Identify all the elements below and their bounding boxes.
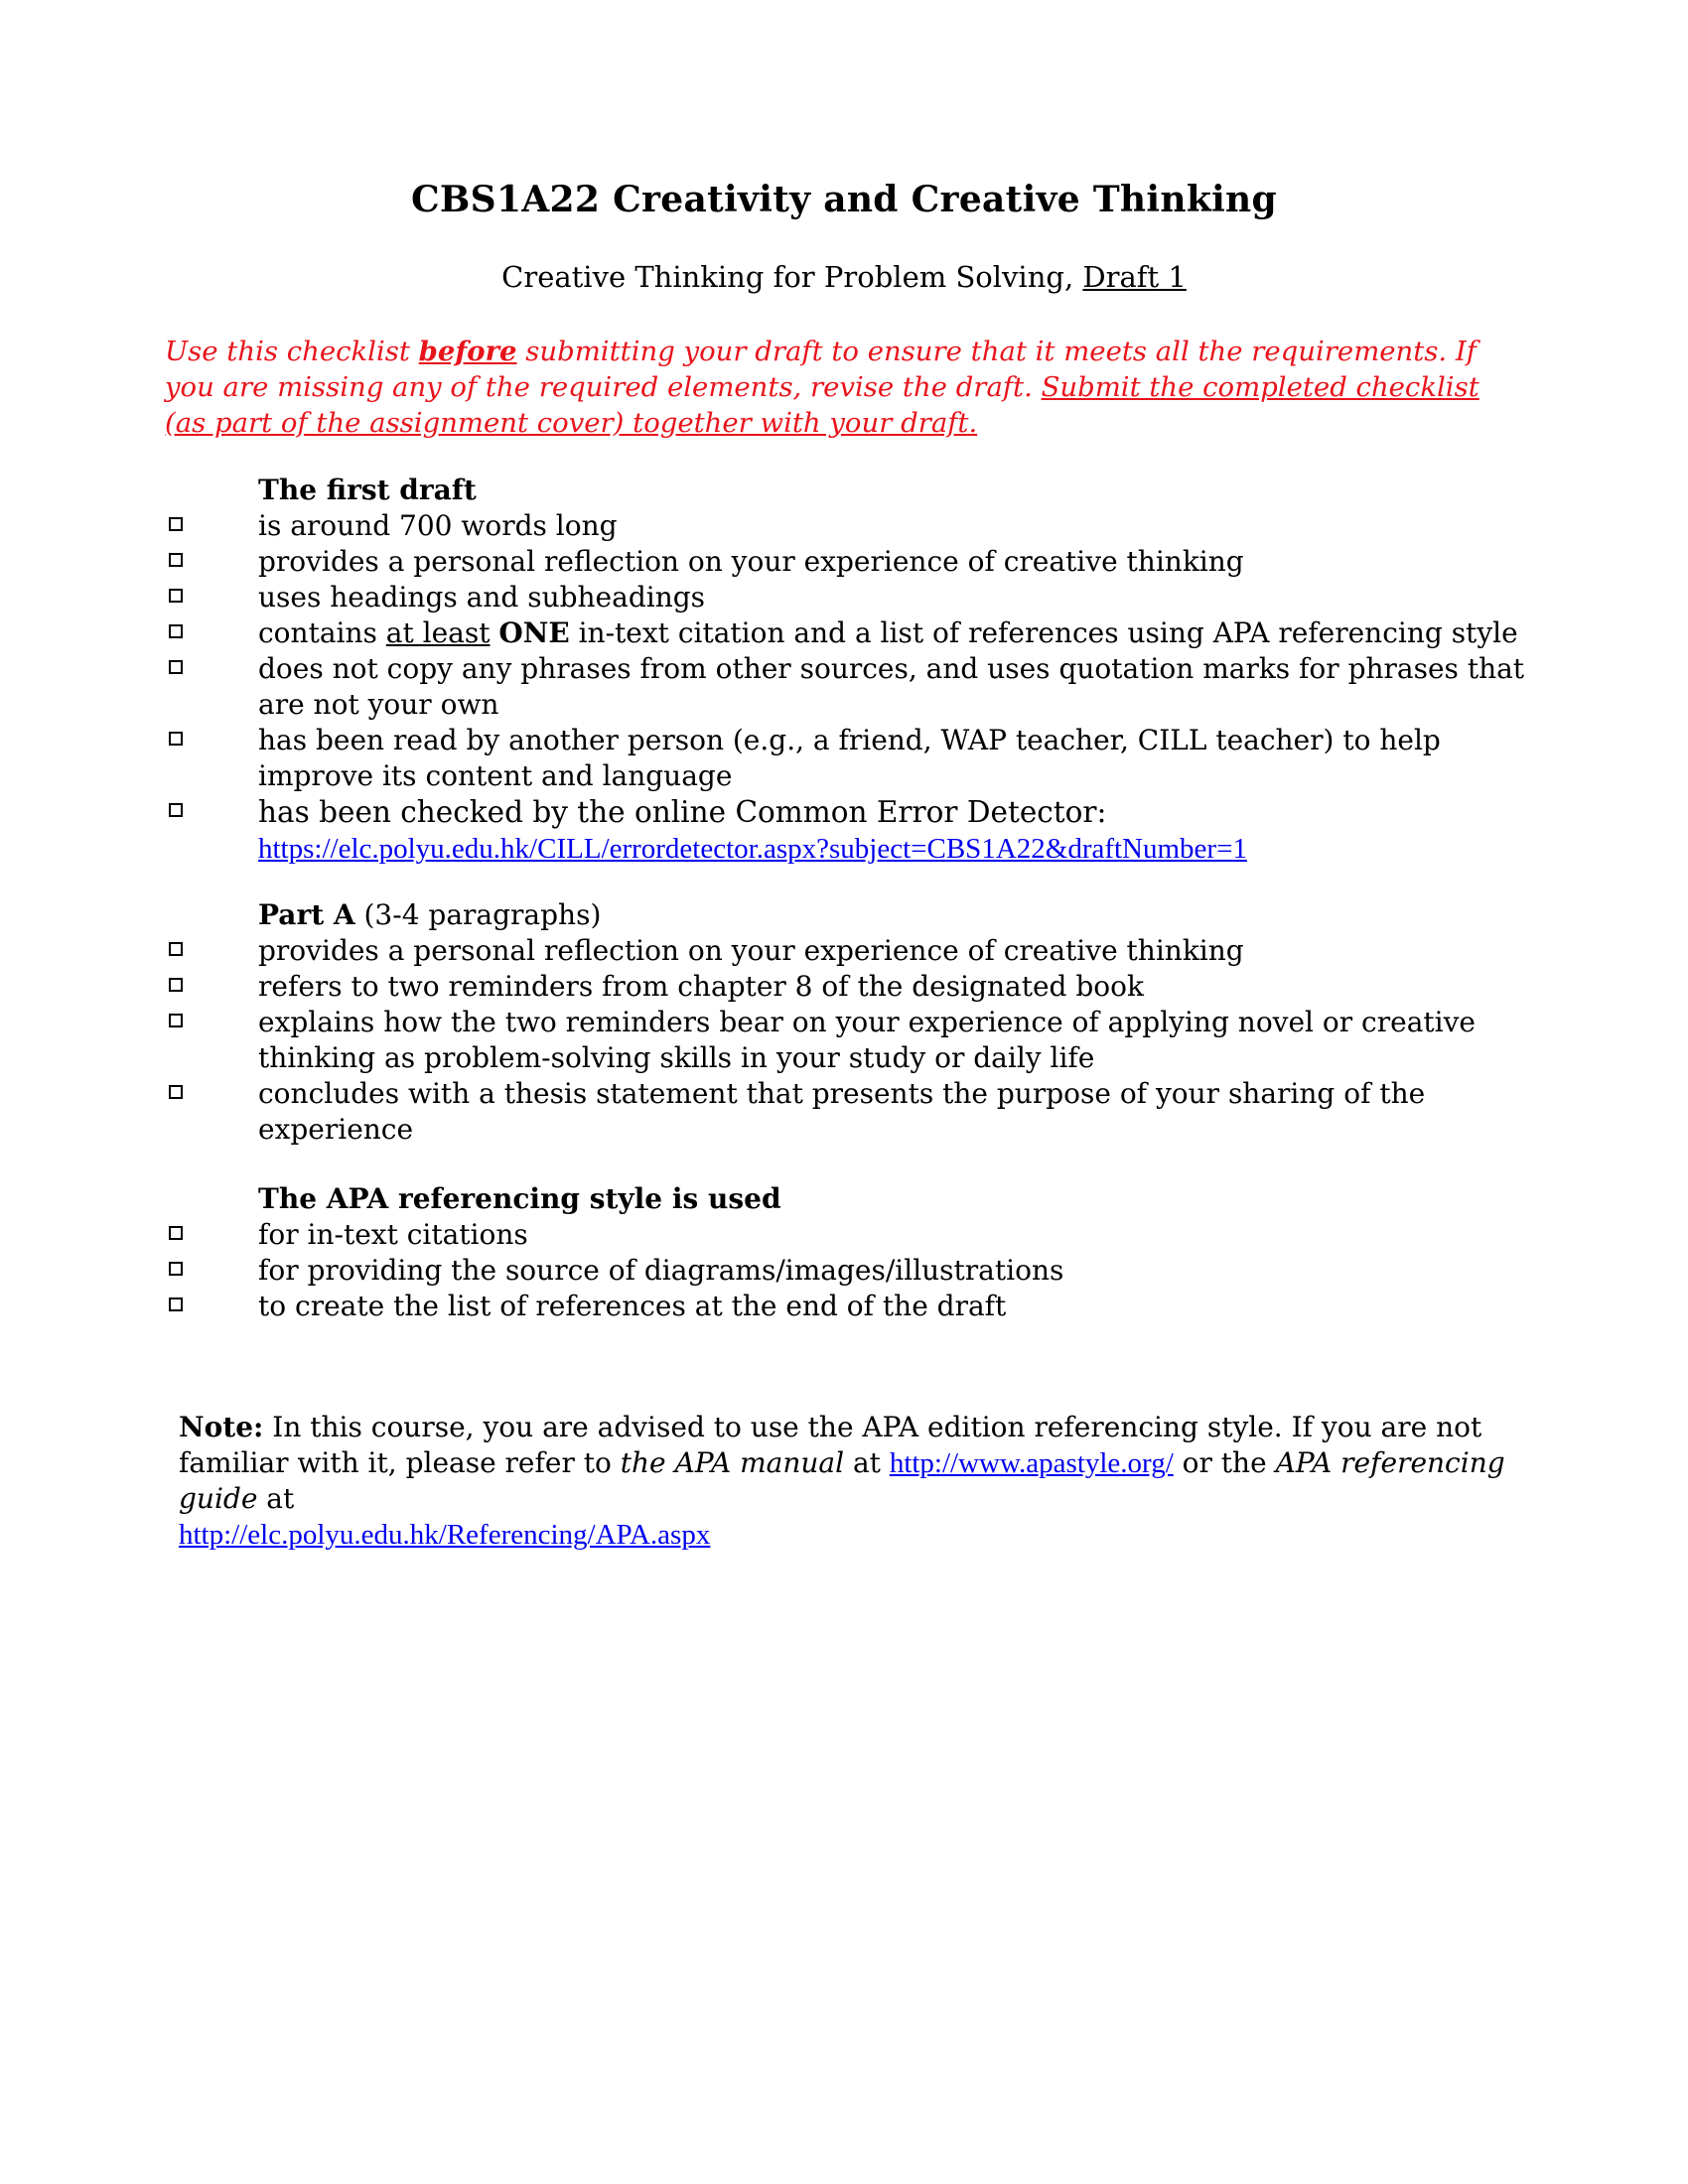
section-apa bbox=[165, 1181, 1535, 1324]
item-text: has been checked by the online Common Error Detector: bbox=[258, 795, 1107, 829]
checklist-item bbox=[165, 794, 1535, 867]
item-text: to create the list of references at the end of the draft bbox=[258, 1290, 1007, 1322]
item-text: is around 700 words long bbox=[258, 509, 618, 542]
checkbox[interactable] bbox=[169, 1014, 183, 1027]
apa-guide-text: APA referencing guide bbox=[179, 1446, 1505, 1515]
item-at-least: at least bbox=[385, 616, 491, 649]
draft-label: Draft 1 bbox=[1082, 260, 1187, 294]
checkbox[interactable] bbox=[169, 553, 183, 567]
checklist-item bbox=[165, 1076, 1535, 1148]
checklist-item bbox=[165, 651, 1535, 723]
page-title: CBS1A22 Creativity and Creative Thinking bbox=[410, 179, 1277, 220]
error-detector-link[interactable]: https://elc.polyu.edu.hk/CILL/errordetector.aspx?subject=CBS1A22&draftNumber=1 bbox=[258, 833, 1247, 865]
instructions-part2: submitting your draft to ensure that it meets all the requirements. If you are missing any of the required elements, revise the draft. bbox=[165, 336, 1477, 403]
checklist-item bbox=[165, 1005, 1535, 1076]
section-first-draft bbox=[165, 473, 1535, 867]
note-at: at bbox=[257, 1482, 295, 1515]
note-text: In this course, you are advised to use the APA edition referencing style. If you are not familiar with it, please refer to bbox=[179, 1411, 1482, 1479]
instructions-submit: Submit the completed checklist (as part of the assignment cover) together with your draft. bbox=[165, 371, 1479, 439]
checkbox[interactable] bbox=[169, 1262, 183, 1276]
section-heading: The first draft bbox=[258, 474, 477, 506]
item-text-prefix: contains bbox=[258, 616, 386, 649]
note-label: Note: bbox=[179, 1411, 264, 1443]
referencing-guide-link[interactable]: http://elc.polyu.edu.hk/Referencing/APA.aspx bbox=[179, 1519, 711, 1551]
item-text: explains how the two reminders bear on your experience of applying novel or creative thinking as problem-solving skills in your study or daily life bbox=[258, 1006, 1476, 1074]
part-a-note: (3-4 paragraphs) bbox=[354, 898, 602, 931]
checkbox[interactable] bbox=[169, 1085, 183, 1099]
note-or: or the bbox=[1173, 1446, 1276, 1479]
section-heading bbox=[258, 897, 1535, 933]
item-text: provides a personal reflection on your experience of creative thinking bbox=[258, 934, 1244, 967]
checklist-item bbox=[165, 1253, 1535, 1289]
checklist-item bbox=[165, 1289, 1535, 1324]
item-text: does not copy any phrases from other sources, and uses quotation marks for phrases that are not your own bbox=[258, 652, 1525, 721]
section-part-a bbox=[165, 897, 1535, 1148]
checkbox[interactable] bbox=[169, 732, 183, 746]
instructions-part1: Use this checklist bbox=[165, 336, 419, 367]
item-text: has been read by another person (e.g., a friend, WAP teacher, CILL teacher) to help improve its content and language bbox=[258, 724, 1441, 792]
item-text: for providing the source of diagrams/images/illustrations bbox=[258, 1254, 1064, 1287]
item-text-suffix: in-text citation and a list of references using APA referencing style bbox=[569, 616, 1518, 649]
checklist-item bbox=[165, 580, 1535, 615]
item-text: concludes with a thesis statement that presents the purpose of your sharing of the experience bbox=[258, 1077, 1426, 1146]
checkbox[interactable] bbox=[169, 942, 183, 956]
checklist-item bbox=[165, 544, 1535, 580]
checklist-item bbox=[165, 969, 1535, 1005]
item-text: provides a personal reflection on your experience of creative thinking bbox=[258, 545, 1244, 578]
note-at: at bbox=[844, 1446, 890, 1479]
checklist-item bbox=[165, 723, 1535, 794]
instructions-before: before bbox=[418, 336, 517, 367]
section-heading: The APA referencing style is used bbox=[258, 1182, 781, 1215]
checkbox[interactable] bbox=[169, 1297, 183, 1311]
item-text: refers to two reminders from chapter 8 of the designated book bbox=[258, 970, 1144, 1003]
checklist-item bbox=[165, 508, 1535, 544]
checklist-item bbox=[165, 933, 1535, 969]
subtitle-text: Creative Thinking for Problem Solving, bbox=[501, 260, 1083, 294]
checkbox[interactable] bbox=[169, 660, 183, 674]
item-text: for in-text citations bbox=[258, 1218, 528, 1251]
apastyle-link[interactable]: http://www.apastyle.org/ bbox=[889, 1447, 1174, 1479]
checklist-item bbox=[165, 615, 1535, 651]
instructions bbox=[165, 334, 1495, 441]
note-paragraph bbox=[179, 1410, 1509, 1553]
apa-manual-text: the APA manual bbox=[620, 1446, 845, 1479]
page-subtitle bbox=[0, 260, 1688, 294]
item-one: ONE bbox=[498, 616, 570, 649]
checkbox[interactable] bbox=[169, 803, 183, 817]
checkbox[interactable] bbox=[169, 624, 183, 638]
checkbox[interactable] bbox=[169, 517, 183, 531]
item-text: uses headings and subheadings bbox=[258, 581, 706, 614]
checklist-item bbox=[165, 1217, 1535, 1253]
checkbox[interactable] bbox=[169, 978, 183, 992]
checkbox[interactable] bbox=[169, 1226, 183, 1240]
part-a-label: Part A bbox=[258, 898, 355, 931]
checkbox[interactable] bbox=[169, 589, 183, 603]
